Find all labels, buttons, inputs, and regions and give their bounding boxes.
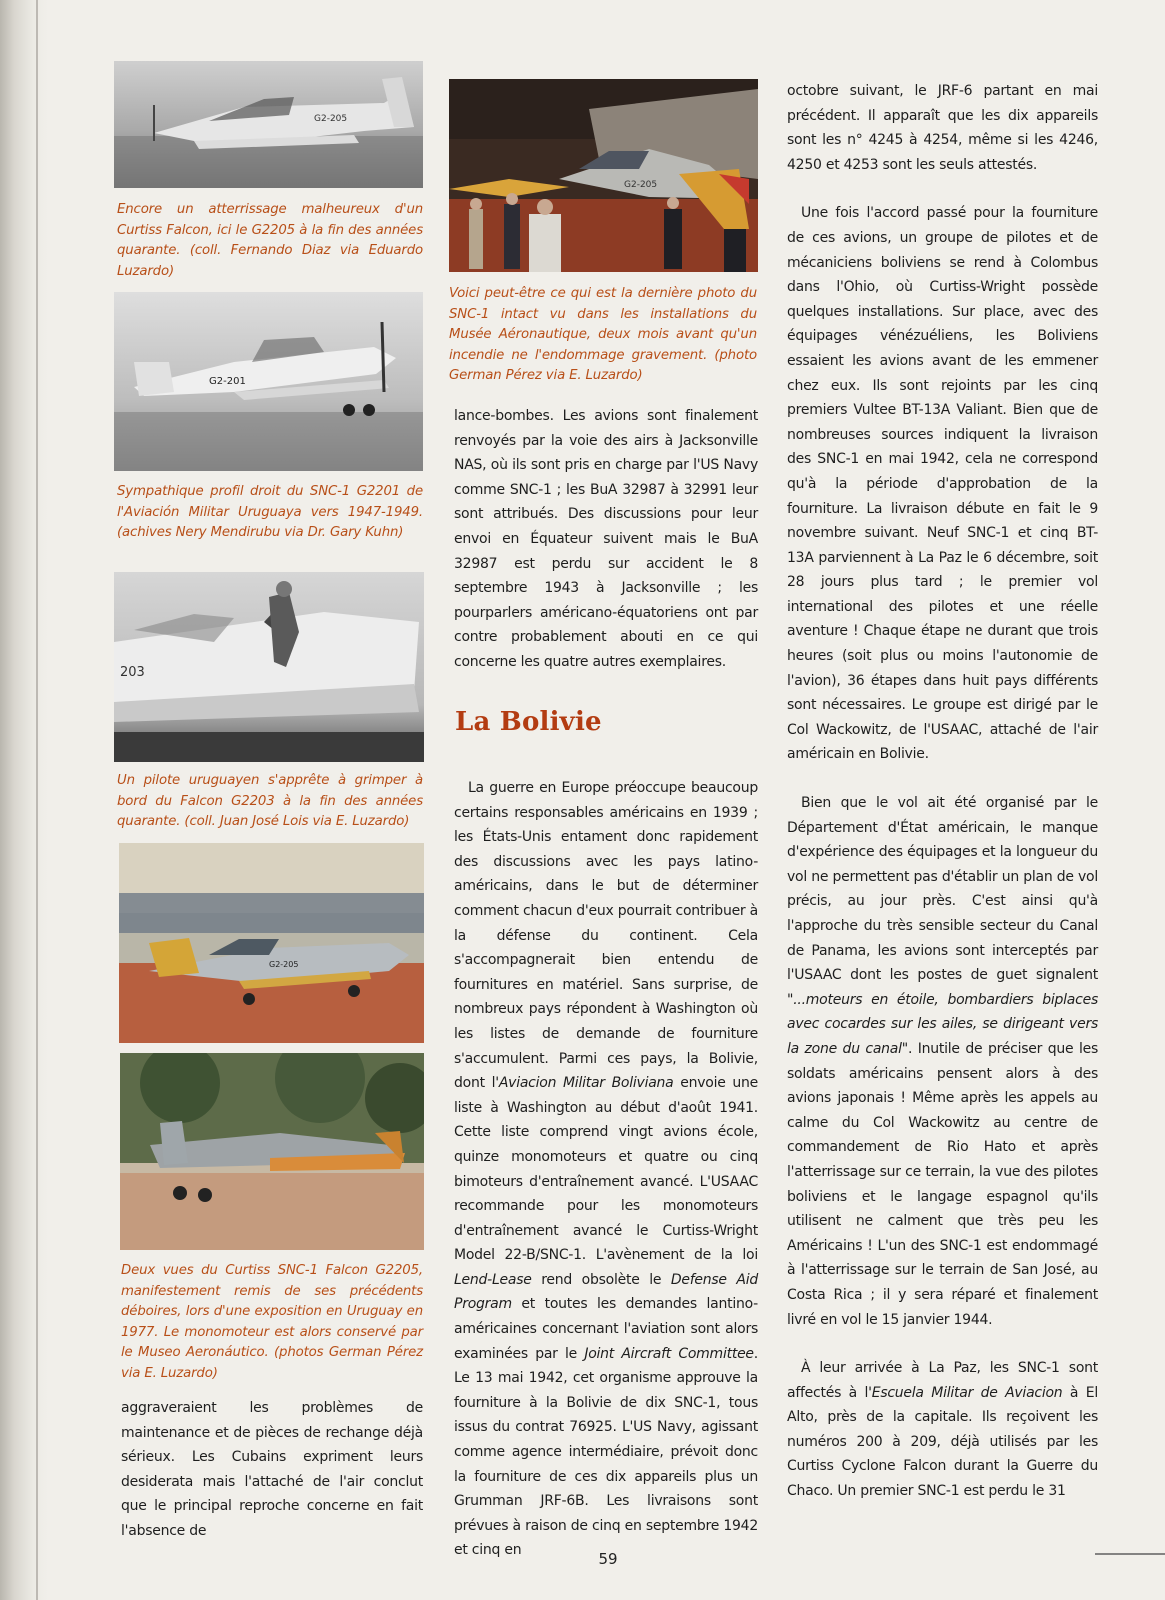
col1-paragraph: aggraveraient les problèmes de maintenance et de pièces de rechange déjà sérieux. Les Cubains expriment leurs desiderata mais l'attaché de l'air conclut que le principal reproche concerne en fait l'absence de — [121, 1400, 423, 1539]
caption-falcon-crashed: Encore un atterrissage malheureux d'un Curtiss Falcon, ici le G2205 à la fin des années quarante. (coll. Fernando Diaz via Eduardo Luzardo) — [117, 202, 423, 279]
col3-paragraph-0: octobre suivant, le JRF-6 partant en mai précédent. Il apparaît que les dix appareils sont les n° 4245 à 4254, même si les 4246, 4250 et 4253 sont les seuls attestés. — [787, 83, 1098, 173]
photo-snc1-profile — [114, 292, 423, 471]
col1-body-text — [121, 1396, 423, 1544]
caption-snc1-profile: Sympathique profil droit du SNC-1 G2201 de l'Aviación Militar Uruguaya vers 1947-1949. (achives Nery Mendirubu via Dr. Gary Kuhn) — [117, 484, 423, 540]
caption-pilot-boarding: Un pilote uruguayen s'apprête à grimper à bord du Falcon G2203 à la fin des années quarante. (coll. Juan José Lois via E. Luzardo) — [117, 773, 423, 829]
photo-museum-hangar — [449, 79, 758, 272]
photo-falcon-crashed — [114, 61, 423, 188]
page-gutter-line — [36, 0, 38, 1600]
col2-paragraph: lance-bombes. Les avions sont finalement renvoyés par la voie des airs à Jacksonville NAS, où ils sont pris en charge par l'US Navy comme SNC-1 ; les BuA 32987 à 32991 leur sont attribués. Des discussions pour leur envoi en Équateur suivent mais le BuA 32987 est perdu sur accident le 8 septembre 1943 à Jacksonville ; les pourparlers américano-équatoriens ont par contre probablement abouti en ce qui concerne les quatre autres exemplaires. — [454, 408, 758, 670]
col3-paragraph-2: Bien que le vol ait été organisé par le Département d'État américain, le manque d'expérience des équipages et la longueur du vol ne permettent pas d'établir un plan de vol précis, au jour près. C'est ainsi qu'à l'approche du très sensible secteur du Canal de Panama, les avions sont interceptés par l'USAAC dont les postes de guet signalent "...moteurs en étoile, bombardiers biplaces avec cocardes sur les ailes, se dirigeant vers la zone du canal". Inutile de préciser que les soldats américains pensent alors à des avions japonais ! Même après les appels au calme du Col Wackowitz au centre de commandement de Rio Hato et après l'atterrissage sur ce terrain, la vue des pilotes boliviens et le langage espagnol qu'ils utilisent ne calment que très peu les Américains ! L'un des SNC-1 est endommagé à l'atterrissage sur le terrain de San José, au Costa Rica ; il y sera réparé et finalement livré en vol le 15 janvier 1944. — [787, 795, 1098, 1328]
photo-snc1-profile-serial: G2-201 — [209, 376, 246, 387]
photo-exhibition-1977-a — [119, 843, 424, 1043]
caption-museum-hangar: Voici peut-être ce qui est la dernière photo du SNC-1 intact vu dans les installations du Musée Aéronautique, deux mois avant qu'un incendie ne l'endommage gravement. (photo German Pérez via E. Luzardo) — [449, 286, 757, 383]
col2-body-text — [454, 404, 758, 675]
photo-pilot-boarding — [114, 572, 424, 762]
col3-paragraph-3: À leur arrivée à La Paz, les SNC-1 sont affectés à l'Escuela Militar de Aviacion à El Alto, près de la capitale. Ils reçoivent les numéros 200 à 209, déjà utilisés par les Curtiss Cyclone Falcon durant la Guerre du Chaco. Un premier SNC-1 est perdu le 31 — [787, 1360, 1098, 1500]
photo-museum-hangar-serial: G2-205 — [624, 180, 658, 190]
photo-pilot-boarding-serial: 203 — [120, 665, 145, 680]
photo-exhibition-1977-a-serial: G2-205 — [269, 960, 299, 969]
col3-paragraph-1: Une fois l'accord passé pour la fourniture de ces avions, un groupe de pilotes et de mécaniciens boliviens se rend à Colombus dans l'Ohio, où Curtiss-Wright possède quelques installations. Sur place, avec des équipages vénézuéliens, les Boliviens essaient les avions avant de les emmener chez eux. Ils sont rejoints par les cinq premiers Vultee BT-13A Valiant. Bien que de nombreuses sources indiquent la livraison des SNC-1 en mai 1942, cela ne correspond qu'à la période d'approbation de la fourniture. La livraison débute en fait le 9 novembre suivant. Neuf SNC-1 et cinq BT-13A parviennent à La Paz le 6 décembre, soit 28 jours plus tard ; le premier vol international des pilotes et une réelle aventure ! Chaque étape ne durant que trois heures (soit plus ou moins l'autonomie de l'avion), 36 étapes dans huit pays différents sont nécessaires. Le groupe est dirigé par le Col Wackowitz, de l'USAAC, attaché de l'air américain en Bolivie. — [787, 205, 1098, 763]
col3-body-text — [787, 79, 1098, 1504]
photo-exhibition-1977-b — [120, 1053, 424, 1250]
margin-mark — [1095, 1553, 1165, 1555]
page-binding-shadow — [0, 0, 48, 1600]
bolivie-body-text — [454, 776, 758, 1563]
photo-falcon-crashed-serial: G2-205 — [314, 114, 348, 124]
page-number: 59 — [598, 1550, 618, 1568]
section-heading-bolivie: La Bolivie — [455, 707, 602, 737]
bolivie-paragraph-1: La guerre en Europe préoccupe beaucoup certains responsables américains en 1939 ; les États-Unis entament donc rapidement des discussions avec les pays latino-américains, dans le but de déterminer comment chacun d'eux pourrait contribuer à la défense du continent. Cela s'accompagnerait bien entendu de fournitures en matériel. Sans surprise, de nombreux pays répondent à Washington où les listes de demande de fourniture s'accumulent. Parmi ces pays, la Bolivie, dont l'Aviacion Militar Boliviana envoie une liste à Washington au début d'août 1941. Cette liste comprend vingt avions école, quinze monomoteurs et quatre ou cinq bimoteurs d'entraînement avancé. L'USAAC recommande pour les monomoteurs d'entraînement avancé le Curtiss-Wright Model 22-B/SNC-1. L'avènement de la loi Lend-Lease rend obsolète le Defense Aid Program et toutes les demandes lantino-américaines concernant l'aviation sont alors examinées par le Joint Aircraft Committee. Le 13 mai 1942, cet organisme approuve la fourniture à la Bolivie de dix SNC-1, tous issus du contrat 76925. L'US Navy, agissant comme agence intermédiaire, prévoit donc la fourniture de ces dix appareils plus un Grumman JRF-6B. Les livraisons sont prévues à raison de cinq en septembre 1942 et cinq en — [454, 780, 758, 1559]
caption-exhibition-1977: Deux vues du Curtiss SNC-1 Falcon G2205, manifestement remis de ses précédents déboires, lors d'une exposition en Uruguay en 1977. Le monomoteur est alors conservé par le Museo Aeronáutico. (photos German Pérez via E. Luzardo) — [121, 1263, 423, 1381]
